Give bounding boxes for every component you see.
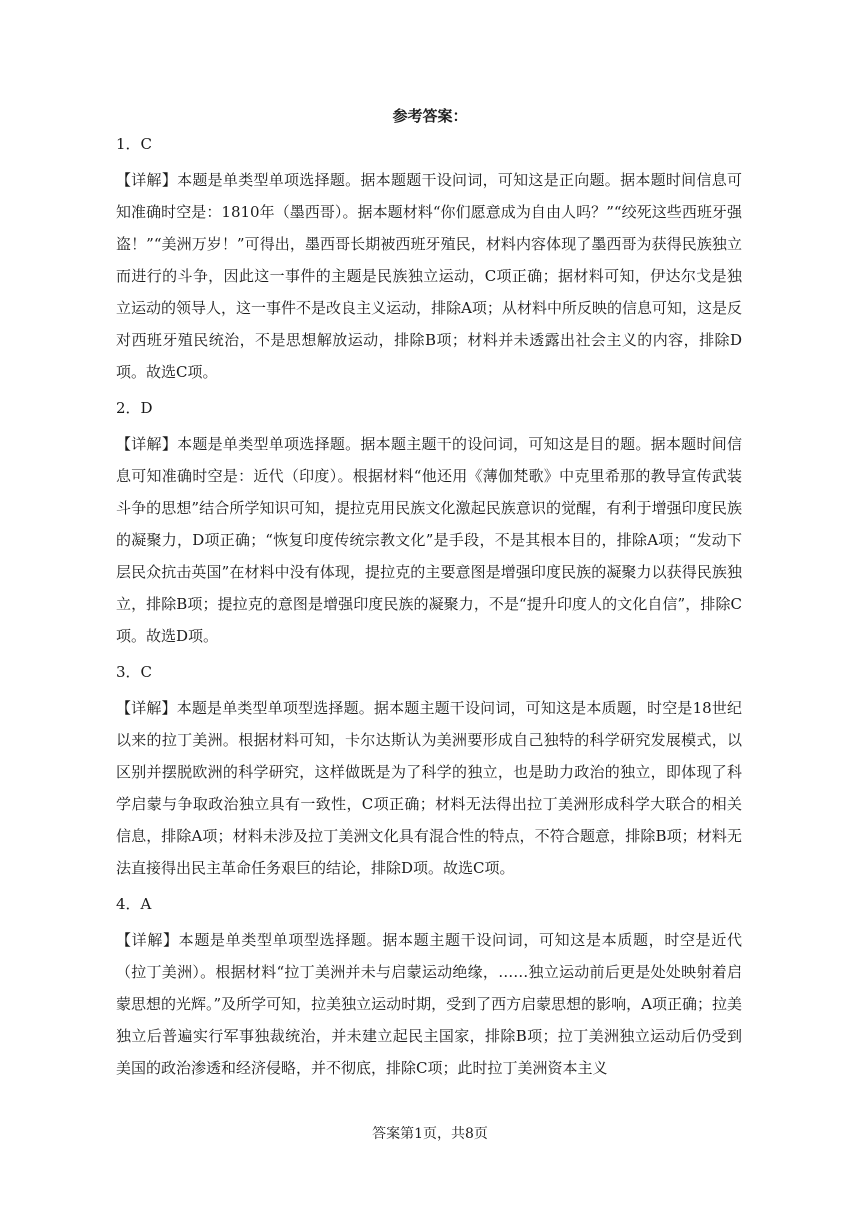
answer-detail: 【详解】本题是单类型单项选择题。据本题题干设问词，可知这是正向题。据本题时间信息可知准确时空是：1810年（墨西哥）。据本题材料“你们愿意成为自由人吗？”“绞死这些西班牙强盗！”“美洲万岁！”可得出，墨西哥长期被西班牙殖民，材料内容体现了墨西哥为获得民族独立而进行的斗争，因此这一事件的主题是民族独立运动，C项正确；据材料可知，伊达尔戈是独立运动的领导人，这一事件不是改良主义运动，排除A项；从材料中所反映的信息可知，这是反对西班牙殖民统治，不是思想解放运动，排除B项；材料并未透露出社会主义的内容，排除D项。故选C项。 — [116, 171, 742, 381]
answer-detail: 【详解】本题是单类型单项型选择题。据本题主题干设问词，可知这是本质题，时空是近代（拉丁美洲）。根据材料“拉丁美洲并未与启蒙运动绝缘，……独立运动前后更是处处映射着启蒙思想的光辉。”及所学可知，拉美独立运动时期，受到了西方启蒙思想的影响，A项正确；拉美独立后普遍实行军事独裁统治，并未建立起民主国家，排除B项；拉丁美洲独立运动后仍受到美国的政治渗透和经济侵略，并不彻底，排除C项；此时拉丁美洲资本主义 — [116, 931, 743, 1077]
answer-item-3 — [116, 660, 742, 884]
answer-item-2 — [116, 396, 742, 652]
answer-number: 1．C — [116, 135, 153, 153]
answer-item-4 — [116, 892, 742, 1084]
page-footer: 答案第1页，共8页 — [372, 1126, 488, 1142]
answer-number: 4．A — [116, 895, 152, 913]
answer-item-1 — [116, 132, 742, 388]
answer-number: 3．C — [116, 663, 153, 681]
answer-number: 2．D — [116, 399, 153, 417]
answer-detail: 【详解】本题是单类型单项型选择题。据本题主题干设问词，可知这是本质题，时空是18世纪以来的拉丁美洲。根据材料可知，卡尔达斯认为美洲要形成自己独特的科学研究发展模式，以区别并摆脱欧洲的科学研究，这样做既是为了科学的独立，也是助力政治的独立，即体现了科学启蒙与争取政治独立具有一致性，C项正确；材料无法得出拉丁美洲形成科学大联合的相关信息，排除A项；材料未涉及拉丁美洲文化具有混合性的特点，不符合题意，排除B项；材料无法直接得出民主革命任务艰巨的结论，排除D项。故选C项。 — [116, 699, 742, 877]
answer-list — [116, 132, 742, 1092]
answer-detail: 【详解】本题是单类型单项选择题。据本题主题干的设问词，可知这是目的题。据本题时间信息可知准确时空是：近代（印度）。根据材料“他还用《薄伽梵歌》中克里希那的教导宣传武装斗争的思想”结合所学知识可知，提拉克用民族文化激起民族意识的觉醒，有利于增强印度民族的凝聚力，D项正确；“恢复印度传统宗教文化”是手段，不是其根本目的，排除A项；“发动下层民众抗击英国”在材料中没有体现，提拉克的主要意图是增强印度民族的凝聚力以获得民族独立，排除B项；提拉克的意图是增强印度民族的凝聚力，不是“提升印度人的文化自信”，排除C项。故选D项。 — [116, 435, 742, 645]
page-title: 参考答案： — [392, 107, 468, 125]
